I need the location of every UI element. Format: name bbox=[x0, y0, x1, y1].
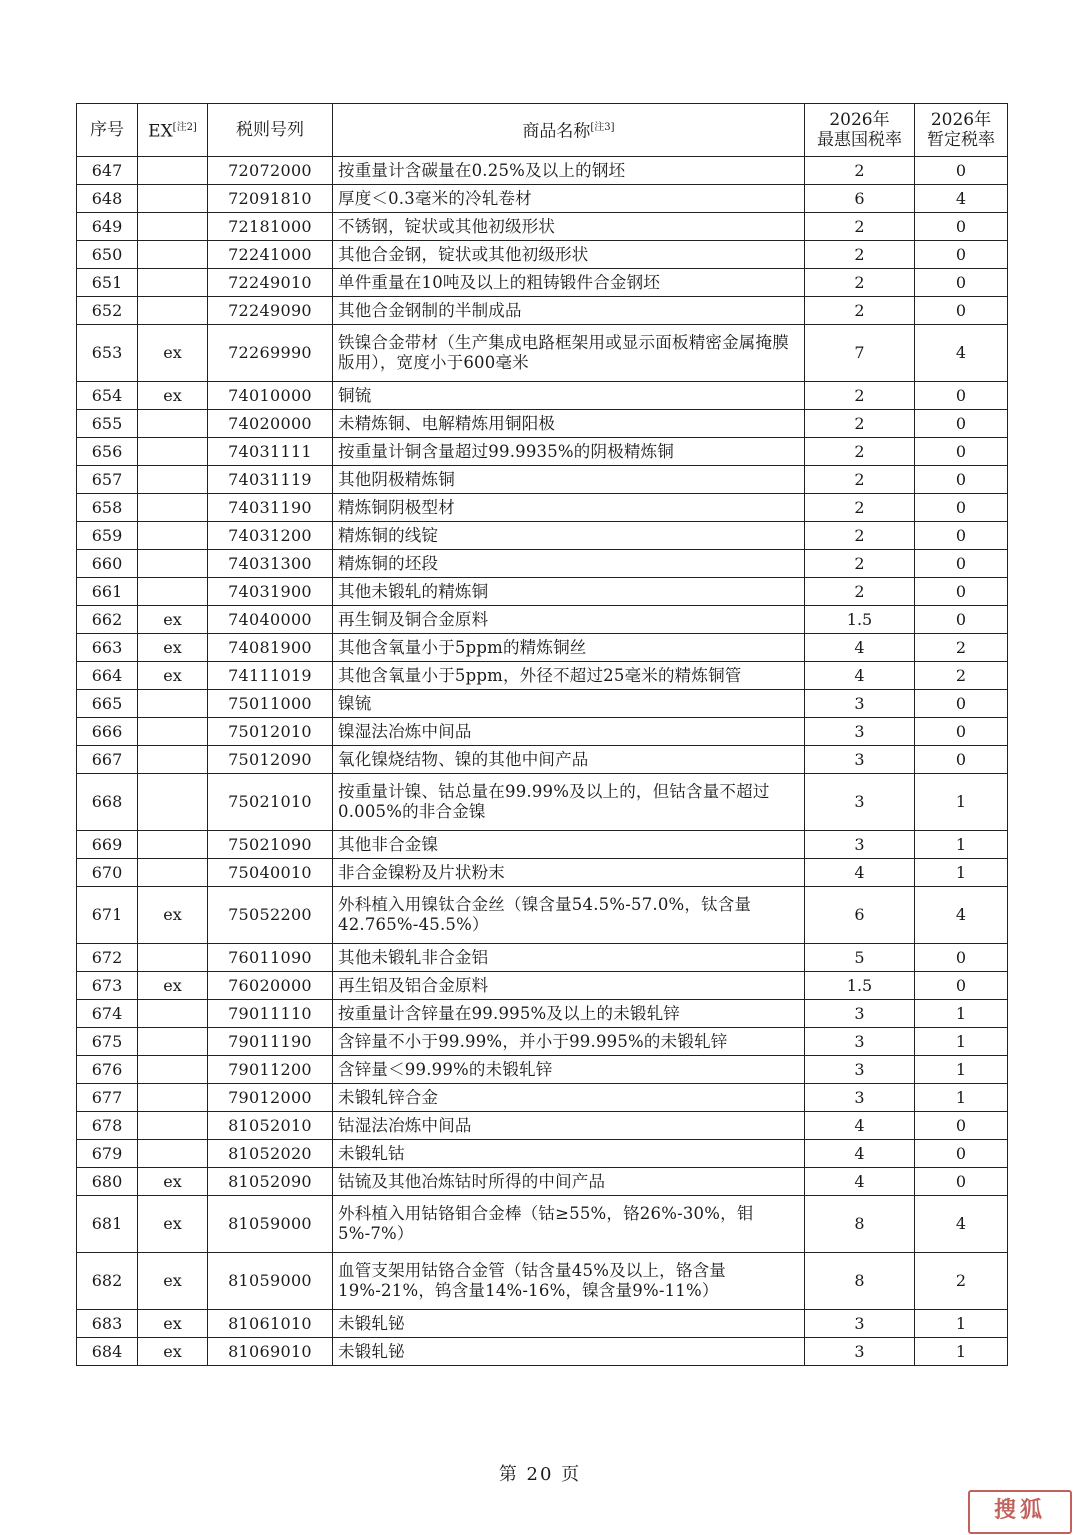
seq-cell: 678 bbox=[77, 1112, 138, 1140]
table-row bbox=[77, 157, 1008, 185]
code-cell: 81059000 bbox=[208, 1196, 333, 1253]
mfn-rate-cell: 4 bbox=[805, 1168, 915, 1196]
mfn-rate-cell: 4 bbox=[805, 662, 915, 690]
table-row bbox=[77, 859, 1008, 887]
table-row bbox=[77, 1140, 1008, 1168]
table-row bbox=[77, 1253, 1008, 1310]
temp-rate-cell: 0 bbox=[915, 1140, 1008, 1168]
table-row bbox=[77, 410, 1008, 438]
name-cell: 再生铜及铜合金原料 bbox=[333, 606, 805, 634]
seq-cell: 683 bbox=[77, 1310, 138, 1338]
temp-rate-cell: 0 bbox=[915, 972, 1008, 1000]
name-cell: 按重量计含碳量在0.25%及以上的钢坯 bbox=[333, 157, 805, 185]
code-cell: 81059000 bbox=[208, 1253, 333, 1310]
ex-cell: ex bbox=[138, 972, 208, 1000]
code-cell: 81061010 bbox=[208, 1310, 333, 1338]
code-cell: 76020000 bbox=[208, 972, 333, 1000]
ex-cell bbox=[138, 859, 208, 887]
temp-rate-cell: 4 bbox=[915, 1196, 1008, 1253]
code-cell: 74031111 bbox=[208, 438, 333, 466]
ex-cell bbox=[138, 1056, 208, 1084]
table-row bbox=[77, 297, 1008, 325]
ex-cell bbox=[138, 1028, 208, 1056]
ex-cell bbox=[138, 494, 208, 522]
seq-cell: 681 bbox=[77, 1196, 138, 1253]
table-row bbox=[77, 1112, 1008, 1140]
name-cell: 钴锍及其他冶炼钴时所得的中间产品 bbox=[333, 1168, 805, 1196]
table-row bbox=[77, 690, 1008, 718]
name-cell: 外科植入用镍钛合金丝（镍含量54.5%-57.0%，钛含量42.765%-45.5%） bbox=[333, 887, 805, 944]
table-row bbox=[77, 887, 1008, 944]
table-body bbox=[77, 157, 1008, 1366]
code-cell: 75012010 bbox=[208, 718, 333, 746]
seq-cell: 664 bbox=[77, 662, 138, 690]
name-cell: 氧化镍烧结物、镍的其他中间产品 bbox=[333, 746, 805, 774]
seq-cell: 654 bbox=[77, 382, 138, 410]
table-row bbox=[77, 634, 1008, 662]
mfn-rate-cell: 8 bbox=[805, 1253, 915, 1310]
ex-cell bbox=[138, 1140, 208, 1168]
code-cell: 79011200 bbox=[208, 1056, 333, 1084]
header-ex: EX[注2] bbox=[138, 104, 208, 157]
code-cell: 75012090 bbox=[208, 746, 333, 774]
table-row bbox=[77, 1084, 1008, 1112]
temp-rate-cell: 0 bbox=[915, 1168, 1008, 1196]
temp-rate-cell: 1 bbox=[915, 859, 1008, 887]
mfn-rate-cell: 2 bbox=[805, 297, 915, 325]
seq-cell: 675 bbox=[77, 1028, 138, 1056]
seq-cell: 661 bbox=[77, 578, 138, 606]
mfn-rate-cell: 2 bbox=[805, 550, 915, 578]
mfn-rate-cell: 2 bbox=[805, 466, 915, 494]
name-cell: 精炼铜的线锭 bbox=[333, 522, 805, 550]
temp-rate-cell: 0 bbox=[915, 550, 1008, 578]
seq-cell: 652 bbox=[77, 297, 138, 325]
temp-rate-cell: 0 bbox=[915, 410, 1008, 438]
code-cell: 75052200 bbox=[208, 887, 333, 944]
ex-cell bbox=[138, 241, 208, 269]
temp-rate-cell: 1 bbox=[915, 1028, 1008, 1056]
name-cell: 铁镍合金带材（生产集成电路框架用或显示面板精密金属掩膜版用），宽度小于600毫米 bbox=[333, 325, 805, 382]
name-cell: 其他合金钢，锭状或其他初级形状 bbox=[333, 241, 805, 269]
mfn-rate-cell: 2 bbox=[805, 382, 915, 410]
name-cell: 按重量计镍、钴总量在99.99%及以上的，但钴含量不超过0.005%的非合金镍 bbox=[333, 774, 805, 831]
name-cell: 未锻轧锌合金 bbox=[333, 1084, 805, 1112]
mfn-rate-cell: 4 bbox=[805, 634, 915, 662]
code-cell: 75011000 bbox=[208, 690, 333, 718]
seq-cell: 659 bbox=[77, 522, 138, 550]
name-cell: 未锻轧铋 bbox=[333, 1310, 805, 1338]
header-code: 税则号列 bbox=[208, 104, 333, 157]
name-cell: 精炼铜的坯段 bbox=[333, 550, 805, 578]
ex-cell bbox=[138, 213, 208, 241]
temp-rate-cell: 2 bbox=[915, 634, 1008, 662]
table-row bbox=[77, 438, 1008, 466]
ex-cell: ex bbox=[138, 1168, 208, 1196]
seq-cell: 662 bbox=[77, 606, 138, 634]
code-cell: 72181000 bbox=[208, 213, 333, 241]
name-cell: 未锻轧铋 bbox=[333, 1338, 805, 1366]
ex-cell bbox=[138, 718, 208, 746]
temp-rate-cell: 0 bbox=[915, 578, 1008, 606]
mfn-rate-cell: 4 bbox=[805, 1112, 915, 1140]
mfn-rate-cell: 8 bbox=[805, 1196, 915, 1253]
temp-rate-cell: 0 bbox=[915, 241, 1008, 269]
name-cell: 其他非合金镍 bbox=[333, 831, 805, 859]
seq-cell: 649 bbox=[77, 213, 138, 241]
seq-cell: 658 bbox=[77, 494, 138, 522]
mfn-rate-cell: 3 bbox=[805, 1056, 915, 1084]
seq-cell: 665 bbox=[77, 690, 138, 718]
ex-cell bbox=[138, 550, 208, 578]
name-cell: 铜锍 bbox=[333, 382, 805, 410]
seq-cell: 655 bbox=[77, 410, 138, 438]
name-cell: 血管支架用钴铬合金管（钴含量45%及以上，铬含量19%-21%，钨含量14%-16%，镍含量9%-11%） bbox=[333, 1253, 805, 1310]
seq-cell: 651 bbox=[77, 269, 138, 297]
name-cell: 未精炼铜、电解精炼用铜阳极 bbox=[333, 410, 805, 438]
table-row bbox=[77, 1310, 1008, 1338]
mfn-rate-cell: 3 bbox=[805, 718, 915, 746]
mfn-rate-cell: 2 bbox=[805, 522, 915, 550]
ex-cell bbox=[138, 185, 208, 213]
table-row bbox=[77, 522, 1008, 550]
code-cell: 81052020 bbox=[208, 1140, 333, 1168]
seq-cell: 673 bbox=[77, 972, 138, 1000]
ex-cell bbox=[138, 831, 208, 859]
mfn-rate-cell: 2 bbox=[805, 269, 915, 297]
mfn-rate-cell: 2 bbox=[805, 213, 915, 241]
mfn-rate-cell: 2 bbox=[805, 410, 915, 438]
name-cell: 再生铝及铝合金原料 bbox=[333, 972, 805, 1000]
table-row bbox=[77, 185, 1008, 213]
header-name-note: [注3] bbox=[590, 122, 615, 134]
ex-cell: ex bbox=[138, 1253, 208, 1310]
seq-cell: 648 bbox=[77, 185, 138, 213]
temp-rate-cell: 0 bbox=[915, 522, 1008, 550]
mfn-rate-cell: 2 bbox=[805, 438, 915, 466]
name-cell: 钴湿法冶炼中间品 bbox=[333, 1112, 805, 1140]
ex-cell: ex bbox=[138, 606, 208, 634]
temp-rate-cell: 0 bbox=[915, 466, 1008, 494]
seq-cell: 672 bbox=[77, 944, 138, 972]
temp-rate-cell: 0 bbox=[915, 1112, 1008, 1140]
table-row bbox=[77, 944, 1008, 972]
code-cell: 72072000 bbox=[208, 157, 333, 185]
temp-rate-cell: 0 bbox=[915, 269, 1008, 297]
ex-cell: ex bbox=[138, 325, 208, 382]
seq-cell: 668 bbox=[77, 774, 138, 831]
table-row bbox=[77, 718, 1008, 746]
temp-rate-cell: 1 bbox=[915, 1310, 1008, 1338]
name-cell: 单件重量在10吨及以上的粗铸锻件合金钢坯 bbox=[333, 269, 805, 297]
code-cell: 76011090 bbox=[208, 944, 333, 972]
temp-rate-cell: 0 bbox=[915, 382, 1008, 410]
ex-cell bbox=[138, 774, 208, 831]
table-row bbox=[77, 578, 1008, 606]
mfn-rate-cell: 3 bbox=[805, 1028, 915, 1056]
code-cell: 72091810 bbox=[208, 185, 333, 213]
temp-rate-cell: 0 bbox=[915, 606, 1008, 634]
code-cell: 74031300 bbox=[208, 550, 333, 578]
mfn-rate-cell: 3 bbox=[805, 1000, 915, 1028]
seq-cell: 679 bbox=[77, 1140, 138, 1168]
table-row bbox=[77, 774, 1008, 831]
code-cell: 74111019 bbox=[208, 662, 333, 690]
mfn-rate-cell: 3 bbox=[805, 774, 915, 831]
code-cell: 74010000 bbox=[208, 382, 333, 410]
temp-rate-cell: 0 bbox=[915, 157, 1008, 185]
name-cell: 按重量计铜含量超过99.9935%的阴极精炼铜 bbox=[333, 438, 805, 466]
ex-cell bbox=[138, 1112, 208, 1140]
table-row bbox=[77, 831, 1008, 859]
temp-rate-cell: 1 bbox=[915, 1084, 1008, 1112]
table-row bbox=[77, 241, 1008, 269]
code-cell: 72249010 bbox=[208, 269, 333, 297]
mfn-rate-cell: 3 bbox=[805, 690, 915, 718]
table-row bbox=[77, 269, 1008, 297]
name-cell: 其他未锻轧的精炼铜 bbox=[333, 578, 805, 606]
seq-cell: 660 bbox=[77, 550, 138, 578]
temp-rate-cell: 4 bbox=[915, 887, 1008, 944]
tariff-table bbox=[76, 103, 1008, 1366]
name-cell: 未锻轧钴 bbox=[333, 1140, 805, 1168]
ex-cell: ex bbox=[138, 1338, 208, 1366]
ex-cell bbox=[138, 269, 208, 297]
seq-cell: 677 bbox=[77, 1084, 138, 1112]
code-cell: 74031119 bbox=[208, 466, 333, 494]
ex-cell bbox=[138, 157, 208, 185]
seq-cell: 684 bbox=[77, 1338, 138, 1366]
name-cell: 按重量计含锌量在99.995%及以上的未锻轧锌 bbox=[333, 1000, 805, 1028]
mfn-rate-cell: 7 bbox=[805, 325, 915, 382]
code-cell: 74031190 bbox=[208, 494, 333, 522]
code-cell: 81069010 bbox=[208, 1338, 333, 1366]
ex-cell bbox=[138, 438, 208, 466]
header-name: 商品名称[注3] bbox=[333, 104, 805, 157]
name-cell: 非合金镍粉及片状粉末 bbox=[333, 859, 805, 887]
temp-rate-cell: 0 bbox=[915, 746, 1008, 774]
ex-cell: ex bbox=[138, 1196, 208, 1253]
table-row bbox=[77, 382, 1008, 410]
seq-cell: 680 bbox=[77, 1168, 138, 1196]
ex-cell: ex bbox=[138, 887, 208, 944]
temp-rate-cell: 1 bbox=[915, 1056, 1008, 1084]
name-cell: 其他阴极精炼铜 bbox=[333, 466, 805, 494]
table-row bbox=[77, 746, 1008, 774]
mfn-rate-cell: 3 bbox=[805, 1310, 915, 1338]
mfn-rate-cell: 2 bbox=[805, 578, 915, 606]
code-cell: 74020000 bbox=[208, 410, 333, 438]
ex-cell bbox=[138, 522, 208, 550]
name-cell: 含锌量＜99.99%的未锻轧锌 bbox=[333, 1056, 805, 1084]
code-cell: 81052090 bbox=[208, 1168, 333, 1196]
code-cell: 74081900 bbox=[208, 634, 333, 662]
temp-rate-cell: 1 bbox=[915, 1338, 1008, 1366]
page-number: 第 20 页 bbox=[498, 1464, 582, 1485]
table-row bbox=[77, 213, 1008, 241]
seq-cell: 656 bbox=[77, 438, 138, 466]
temp-rate-cell: 1 bbox=[915, 774, 1008, 831]
mfn-rate-cell: 3 bbox=[805, 1084, 915, 1112]
mfn-rate-cell: 6 bbox=[805, 887, 915, 944]
temp-rate-cell: 0 bbox=[915, 944, 1008, 972]
code-cell: 72269990 bbox=[208, 325, 333, 382]
ex-cell bbox=[138, 944, 208, 972]
seq-cell: 666 bbox=[77, 718, 138, 746]
header-temp-rate: 2026年 暂定税率 bbox=[915, 104, 1008, 157]
temp-rate-cell: 2 bbox=[915, 662, 1008, 690]
ex-cell: ex bbox=[138, 662, 208, 690]
watermark-logo: 搜狐 bbox=[968, 1490, 1072, 1534]
mfn-rate-cell: 3 bbox=[805, 1338, 915, 1366]
name-cell: 厚度＜0.3毫米的冷轧卷材 bbox=[333, 185, 805, 213]
ex-cell: ex bbox=[138, 634, 208, 662]
temp-rate-cell: 0 bbox=[915, 690, 1008, 718]
temp-rate-cell: 4 bbox=[915, 325, 1008, 382]
header-ex-note: [注2] bbox=[172, 122, 197, 134]
table-row bbox=[77, 662, 1008, 690]
mfn-rate-cell: 2 bbox=[805, 157, 915, 185]
header-seq: 序号 bbox=[77, 104, 138, 157]
ex-cell bbox=[138, 1084, 208, 1112]
code-cell: 75021010 bbox=[208, 774, 333, 831]
code-cell: 75021090 bbox=[208, 831, 333, 859]
temp-rate-cell: 0 bbox=[915, 718, 1008, 746]
mfn-rate-cell: 1.5 bbox=[805, 606, 915, 634]
ex-cell bbox=[138, 746, 208, 774]
table-row bbox=[77, 972, 1008, 1000]
table-row bbox=[77, 550, 1008, 578]
ex-cell: ex bbox=[138, 1310, 208, 1338]
ex-cell bbox=[138, 410, 208, 438]
seq-cell: 671 bbox=[77, 887, 138, 944]
seq-cell: 676 bbox=[77, 1056, 138, 1084]
mfn-rate-cell: 1.5 bbox=[805, 972, 915, 1000]
ex-cell: ex bbox=[138, 382, 208, 410]
code-cell: 79012000 bbox=[208, 1084, 333, 1112]
temp-rate-cell: 0 bbox=[915, 213, 1008, 241]
seq-cell: 674 bbox=[77, 1000, 138, 1028]
mfn-rate-cell: 2 bbox=[805, 494, 915, 522]
table-row bbox=[77, 606, 1008, 634]
name-cell: 其他含氧量小于5ppm，外径不超过25毫米的精炼铜管 bbox=[333, 662, 805, 690]
seq-cell: 682 bbox=[77, 1253, 138, 1310]
seq-cell: 650 bbox=[77, 241, 138, 269]
name-cell: 其他合金钢制的半制成品 bbox=[333, 297, 805, 325]
seq-cell: 667 bbox=[77, 746, 138, 774]
temp-rate-cell: 1 bbox=[915, 831, 1008, 859]
seq-cell: 647 bbox=[77, 157, 138, 185]
code-cell: 74040000 bbox=[208, 606, 333, 634]
name-cell: 不锈钢，锭状或其他初级形状 bbox=[333, 213, 805, 241]
name-cell: 精炼铜阴极型材 bbox=[333, 494, 805, 522]
mfn-rate-cell: 3 bbox=[805, 746, 915, 774]
temp-rate-cell: 4 bbox=[915, 185, 1008, 213]
header-mfn-rate: 2026年 最惠国税率 bbox=[805, 104, 915, 157]
mfn-rate-cell: 2 bbox=[805, 241, 915, 269]
table-row bbox=[77, 1000, 1008, 1028]
seq-cell: 657 bbox=[77, 466, 138, 494]
code-cell: 74031900 bbox=[208, 578, 333, 606]
name-cell: 含锌量不小于99.99%，并小于99.995%的未锻轧锌 bbox=[333, 1028, 805, 1056]
name-cell: 其他未锻轧非合金铝 bbox=[333, 944, 805, 972]
code-cell: 79011190 bbox=[208, 1028, 333, 1056]
code-cell: 74031200 bbox=[208, 522, 333, 550]
table-row bbox=[77, 1028, 1008, 1056]
code-cell: 72241000 bbox=[208, 241, 333, 269]
table-row bbox=[77, 1168, 1008, 1196]
mfn-rate-cell: 4 bbox=[805, 1140, 915, 1168]
code-cell: 75040010 bbox=[208, 859, 333, 887]
code-cell: 79011110 bbox=[208, 1000, 333, 1028]
table-row bbox=[77, 325, 1008, 382]
table-row bbox=[77, 466, 1008, 494]
temp-rate-cell: 2 bbox=[915, 1253, 1008, 1310]
mfn-rate-cell: 3 bbox=[805, 831, 915, 859]
table-row bbox=[77, 1056, 1008, 1084]
temp-rate-cell: 1 bbox=[915, 1000, 1008, 1028]
ex-cell bbox=[138, 297, 208, 325]
mfn-rate-cell: 5 bbox=[805, 944, 915, 972]
code-cell: 81052010 bbox=[208, 1112, 333, 1140]
code-cell: 72249090 bbox=[208, 297, 333, 325]
seq-cell: 663 bbox=[77, 634, 138, 662]
mfn-rate-cell: 6 bbox=[805, 185, 915, 213]
name-cell: 镍湿法冶炼中间品 bbox=[333, 718, 805, 746]
name-cell: 镍锍 bbox=[333, 690, 805, 718]
ex-cell bbox=[138, 466, 208, 494]
seq-cell: 669 bbox=[77, 831, 138, 859]
table-row bbox=[77, 1338, 1008, 1366]
temp-rate-cell: 0 bbox=[915, 438, 1008, 466]
mfn-rate-cell: 4 bbox=[805, 859, 915, 887]
seq-cell: 670 bbox=[77, 859, 138, 887]
table-row bbox=[77, 494, 1008, 522]
name-cell: 其他含氧量小于5ppm的精炼铜丝 bbox=[333, 634, 805, 662]
temp-rate-cell: 0 bbox=[915, 297, 1008, 325]
ex-cell bbox=[138, 1000, 208, 1028]
seq-cell: 653 bbox=[77, 325, 138, 382]
ex-cell bbox=[138, 690, 208, 718]
table-header-row bbox=[77, 104, 1008, 157]
name-cell: 外科植入用钴铬钼合金棒（钴≥55%，铬26%-30%，钼5%-7%） bbox=[333, 1196, 805, 1253]
temp-rate-cell: 0 bbox=[915, 494, 1008, 522]
table-row bbox=[77, 1196, 1008, 1253]
ex-cell bbox=[138, 578, 208, 606]
